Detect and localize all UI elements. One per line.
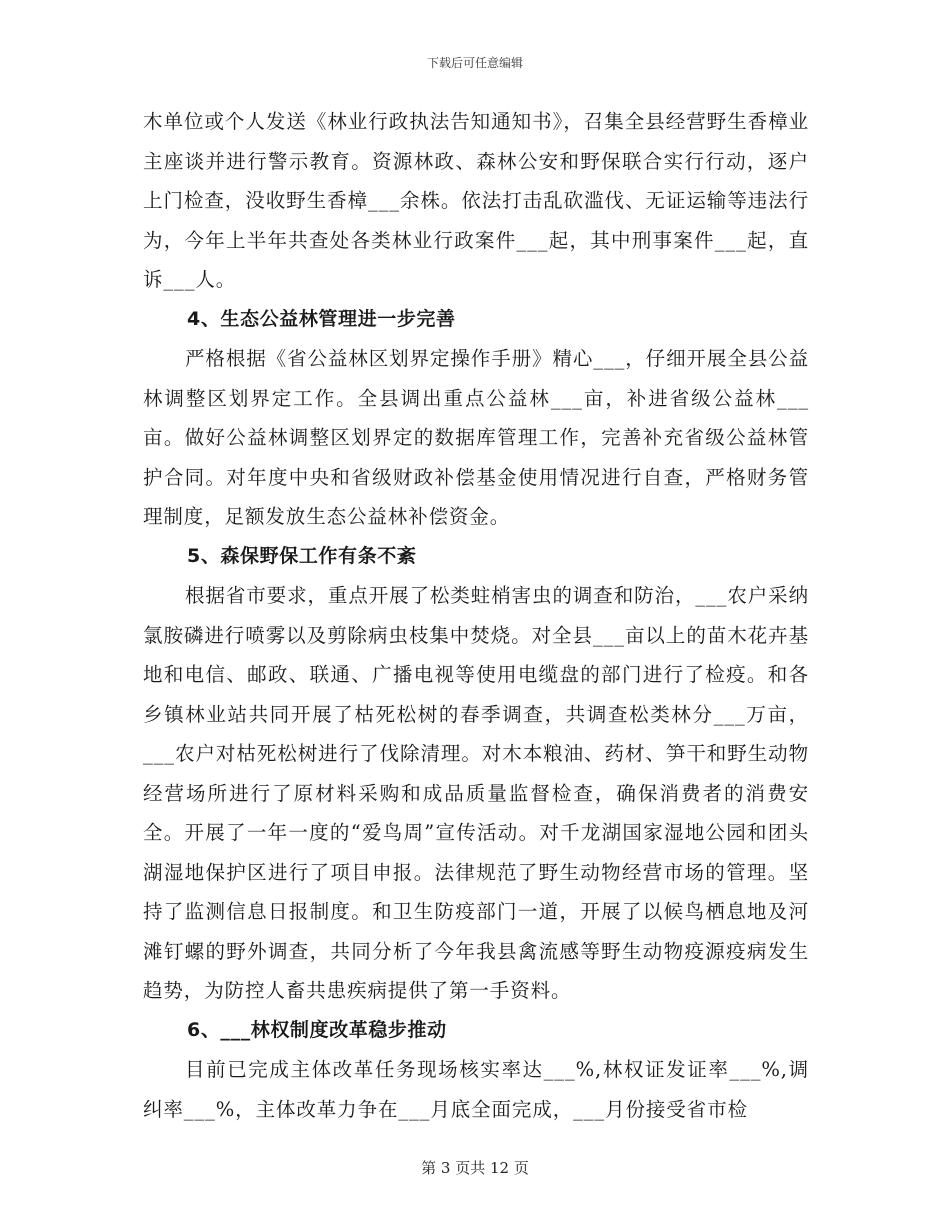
section-heading-4: 4、生态公益林管理进一步完善 [187,307,456,330]
paragraph-section-5: 根据省市要求，重点开展了松类蛀梢害虫的调查和防治，___农户采纳氯胺磷进行喷雾以及剪除病虫枝集中焚烧。对全县___亩以上的苗木花卉基地和电信、邮政、联通、广播电视等使用电缆盘的部门进行了检疫。和各乡镇林业站共同开展了枯死松树的春季调查，共调查松类林分___万亩，___农户对枯死松树进行了伐除清理。对木本粮油、药材、笋干和野生动物经营场所进行了原材料采购和成品质量监督检查，确保消费者的消费安全。开展了一年一度的“爱鸟周”宣传活动。对千龙湖国家湿地公园和团头湖湿地保护区进行了项目申报。法律规范了野生动物经营市场的管理。坚持了监测信息日报制度。和卫生防疫部门一道，开展了以候鸟栖息地及河滩钉螺的野外调查，共同分析了今年我县禽流感等野生动物疫源疫病发生趋势，为防控人畜共患疾病提供了第一手资料。 [143,584,809,1002]
page-footer: 第 3 页共 12 页 [421,1159,529,1177]
section-heading-6: 6、___林权制度改革稳步推动 [187,1018,447,1041]
paragraph-section-4: 严格根据《省公益林区划界定操作手册》精心___，仔细开展全县公益林调整区划界定工作。全县调出重点公益林___亩，补进省级公益林___亩。做好公益林调整区划界定的数据库管理工作，完善补充省级公益林管护合同。对年度中央和省级财政补偿基金使用情况进行自查，严格财务管理制度，足额发放生态公益林补偿资金。 [143,347,809,528]
section-heading-5: 5、森保野保工作有条不紊 [187,544,417,567]
paragraph-intro: 木单位或个人发送《林业行政执法告知通知书》，召集全县经营野生香樟业主座谈并进行警示教育。资源林政、森林公安和野保联合实行行动，逐户上门检查，没收野生香樟___余株。依法打击乱砍滥伐、无证运输等违法行为，今年上半年共查处各类林业行政案件___起，其中刑事案件___起，直诉___人。 [143,110,809,291]
page-header: 下载后可任意编辑 [426,56,523,70]
paragraph-section-6: 目前已完成主体改革任务现场核实率达___%,林权证发证率___%,调纠率___%，主体改革力争在___月底全面完成，___月份接受省市检 [143,1058,809,1121]
document-body [143,102,809,1129]
